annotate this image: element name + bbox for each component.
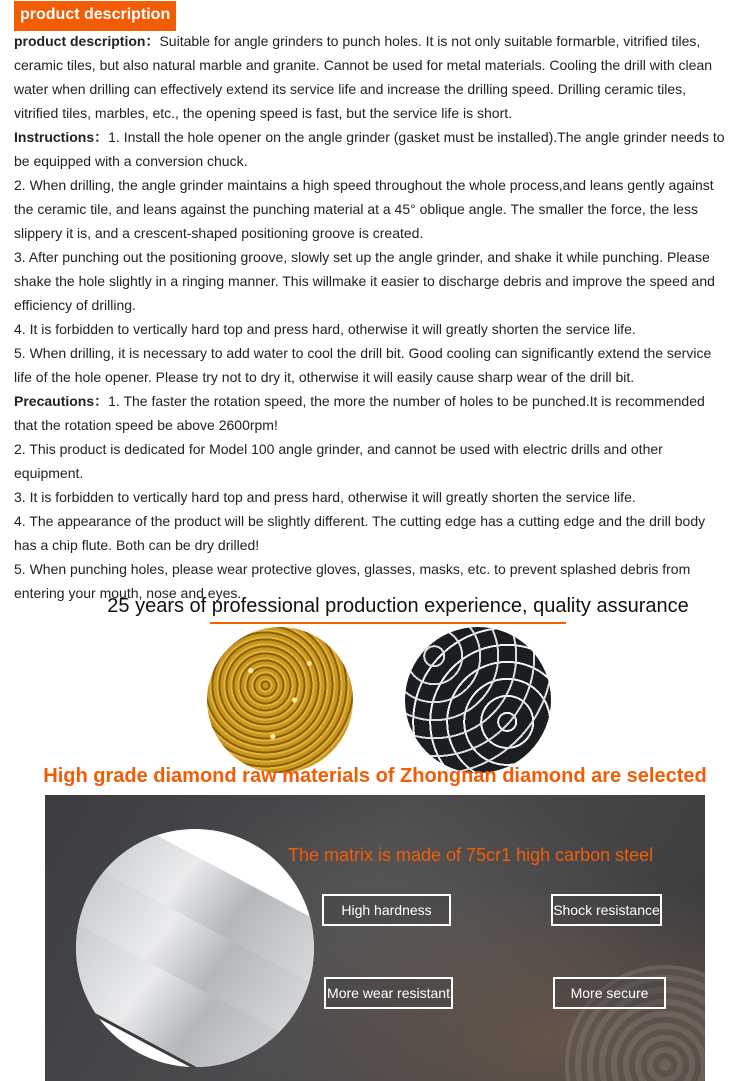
- instruction-item: 2. When drilling, the angle grinder maintains a high speed throughout the whole process,and leans gently against the ceramic tile, and leans against the punching material at a 45° oblique angle. The smaller the force, the less slippery it is, and a crescent-shaped positioning groove is created.: [14, 177, 714, 241]
- precaution-item: 2. This product is dedicated for Model 100 angle grinder, and cannot be used with electric drills and other equipment.: [14, 441, 663, 481]
- precaution-item: 3. It is forbidden to vertically hard top and press hard, otherwise it will greatly shorten the service life.: [14, 489, 636, 505]
- instruction-item: 4. It is forbidden to vertically hard top and press hard, otherwise it will greatly shorten the service life.: [14, 321, 636, 337]
- description-text: Suitable for angle grinders to punch holes. It is not only suitable formarble, vitrified tiles, ceramic tiles, but also natural marble and granite. Cannot be used for metal materials. Cooling the drill with clean water when drilling can effectively extend its service life and increase the drilling speed. Drilling ceramic tiles, vitrified tiles, marbles, etc., the opening speed is fast, but the service life is short.: [14, 33, 713, 121]
- crystal-diamond-image: [405, 627, 551, 773]
- feature-high-hardness: High hardness: [322, 894, 451, 926]
- precaution-item: 5. When punching holes, please wear protective gloves, glasses, masks, etc. to prevent splashed debris from entering your mouth, nose and eyes.: [14, 561, 691, 601]
- feature-more-secure: More secure: [553, 977, 666, 1009]
- instruction-item: 3. After punching out the positioning groove, slowly set up the angle grinder, and shake it while punching. Please shake the hole slightly in a ringing manner. This willmake it easier to discharge debris and improve the speed and efficiency of drilling.: [14, 249, 715, 313]
- slogan-underline: [210, 622, 566, 624]
- slogan-text: 25 years of professional production experience, quality assurance: [107, 595, 689, 617]
- instructions-label: Instructions：: [14, 129, 109, 145]
- feature-shock-resistance: Shock resistance: [551, 894, 662, 926]
- description-label: product description：: [14, 33, 160, 49]
- feature-wear-resistant: More wear resistant: [324, 977, 453, 1009]
- precaution-text: 1. The faster the rotation speed, the more the number of holes to be punched.It is recommended that the rotation speed be above 2600rpm!: [14, 393, 705, 433]
- description-paragraph: [14, 29, 726, 125]
- precautions-label: Precautions：: [14, 393, 109, 409]
- steel-plates-image: [76, 829, 314, 1067]
- gold-diamond-image: [207, 627, 353, 773]
- matrix-panel: [45, 795, 705, 1081]
- materials-headline: High grade diamond raw materials of Zhongnan diamond are selected: [43, 765, 707, 787]
- instruction-item: 5. When drilling, it is necessary to add water to cool the drill bit. Good cooling can significantly extend the service life of the hole opener. Please try not to dry it, otherwise it will easily cause sharp wear of the drill bit.: [14, 345, 712, 385]
- instruction-text: 1. Install the hole opener on the angle grinder (gasket must be installed).The angle grinder needs to be equipped with a conversion chuck.: [14, 129, 725, 169]
- matrix-title: The matrix is made of 75cr1 high carbon steel: [288, 845, 654, 865]
- instruction-item: [14, 125, 726, 173]
- product-text: [14, 29, 726, 605]
- precaution-item: 4. The appearance of the product will be slightly different. The cutting edge has a cutting edge and the drill body has a chip flute. Both can be dry drilled!: [14, 513, 706, 553]
- section-badge: product description: [14, 1, 176, 31]
- precaution-item: [14, 389, 726, 437]
